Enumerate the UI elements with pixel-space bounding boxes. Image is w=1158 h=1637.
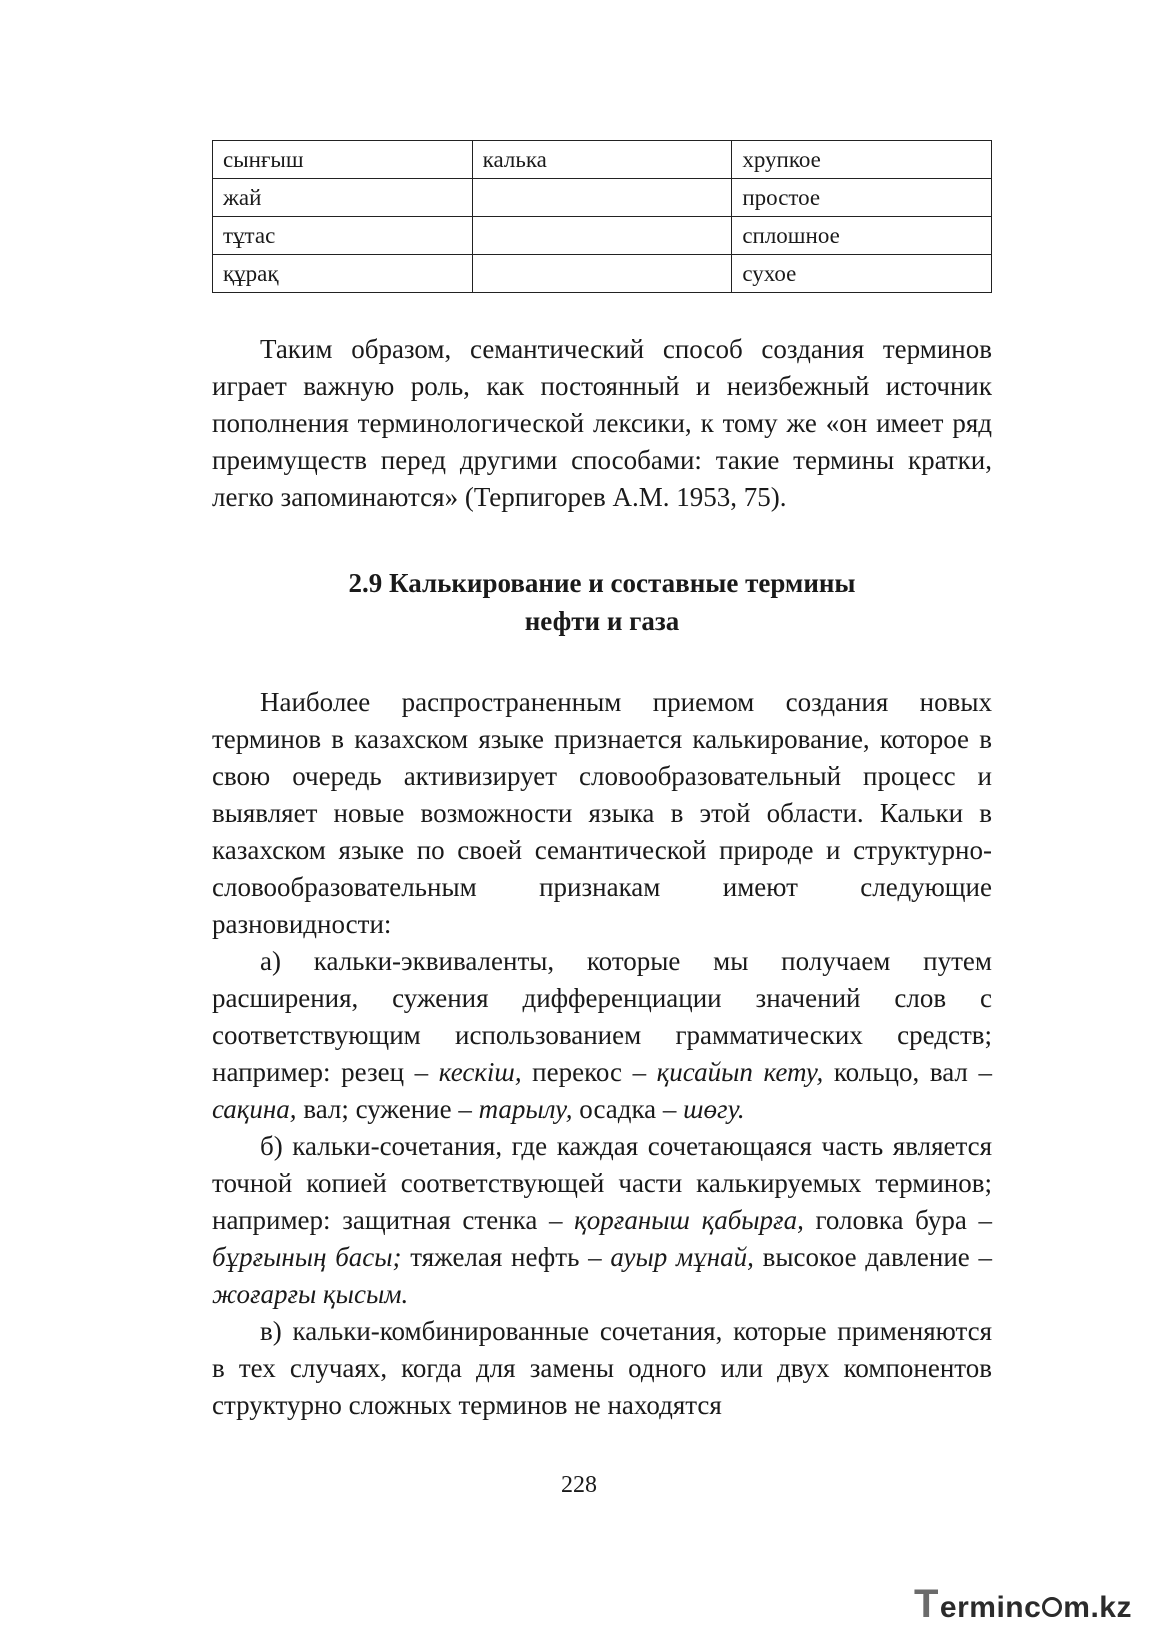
table-cell: простое [732, 179, 992, 217]
section-heading-line2: нефти и газа [524, 606, 680, 636]
item-b-term-1: қорғаныш қабырға, [574, 1205, 804, 1235]
item-b-text-3: тяжелая нефть – [401, 1242, 611, 1272]
item-a-term-4: тарылу, [478, 1094, 573, 1124]
page-content [212, 140, 992, 1424]
item-a-term-3: сақина, [212, 1094, 297, 1124]
page-number: 228 [561, 1472, 597, 1498]
item-a-term-2: қисайып кету, [656, 1057, 824, 1087]
item-b-text-1: б) кальки-сочетания, где каждая сочетающаяся часть является точной копией соответствующей части калькируемых терминов; например: защитная стенка – [212, 1131, 992, 1235]
item-a-text-5: осадка – [572, 1094, 684, 1124]
table-cell: жай [213, 179, 473, 217]
section-heading [212, 564, 992, 640]
table-cell: сплошное [732, 217, 992, 255]
item-a-text-3: кольцо, вал – [823, 1057, 992, 1087]
table-row [213, 141, 992, 179]
table-cell: хрупкое [732, 141, 992, 179]
table-cell [472, 255, 732, 293]
table-cell: тұтас [213, 217, 473, 255]
item-b-term-3: ауыр мұнай, [610, 1242, 754, 1272]
item-a-term-5: шөгу. [683, 1094, 745, 1124]
table-cell [472, 179, 732, 217]
list-item-c: в) кальки-комбинированные сочетания, которые применяются в тех случаях, когда для замены одного или двух компонентов структурно сложных терминов не находятся [212, 1316, 992, 1420]
watermark-text-1: erminc [939, 1591, 1042, 1624]
item-b-text-4: высокое давление – [753, 1242, 992, 1272]
table-cell: құрақ [213, 255, 473, 293]
table-cell [472, 217, 732, 255]
paragraph-calquing-intro: Наиболее распространенным приемом создания новых терминов в казахском языке признается калькирование, которое в свою очередь активизирует словообразовательный процесс и выявляет новые возможности языка в этой области. Кальки в казахском языке по своей семантической природе и структурно-словообразовательным признакам имеют следующие разновидности: [212, 687, 992, 939]
table-cell: сухое [732, 255, 992, 293]
table-row [213, 217, 992, 255]
table-row [213, 255, 992, 293]
watermark-o-ring-icon [1042, 1597, 1062, 1617]
table-row [213, 179, 992, 217]
list-item-a [212, 943, 992, 1128]
table-cell: калька [472, 141, 732, 179]
section-heading-line1: 2.9 Калькирование и составные термины [348, 568, 856, 598]
watermark-t-letter: T [913, 1582, 939, 1626]
watermark-text-2: m.kz [1063, 1591, 1132, 1624]
item-b-term-4: жоғарғы қысым. [212, 1279, 409, 1309]
item-b-term-2: бұрғының басы; [212, 1242, 402, 1272]
item-a-text-2: перекос – [521, 1057, 657, 1087]
paragraph-semantic-method: Таким образом, семантический способ создания терминов играет важную роль, как постоянный и неизбежный источник пополнения терминологической лексики, к тому же «он имеет ряд преимуществ перед другими способами: такие термины кратки, легко запоминаются» (Терпигорев А.М. 1953, 75). [212, 334, 992, 512]
list-item-b [212, 1128, 992, 1313]
item-b-text-2: головка бура – [803, 1205, 992, 1235]
site-watermark-logo [914, 1582, 1132, 1627]
item-a-text-4: вал; сужение – [296, 1094, 479, 1124]
item-a-term-1: кескіш, [438, 1057, 522, 1087]
terms-table [212, 140, 992, 293]
table-cell: сынғыш [213, 141, 473, 179]
item-a-text-1: а) кальки-эквиваленты, которые мы получаем путем расширения, сужения дифференциации значений слов с соответствующим использованием грамматических средств; например: резец – [212, 946, 992, 1087]
